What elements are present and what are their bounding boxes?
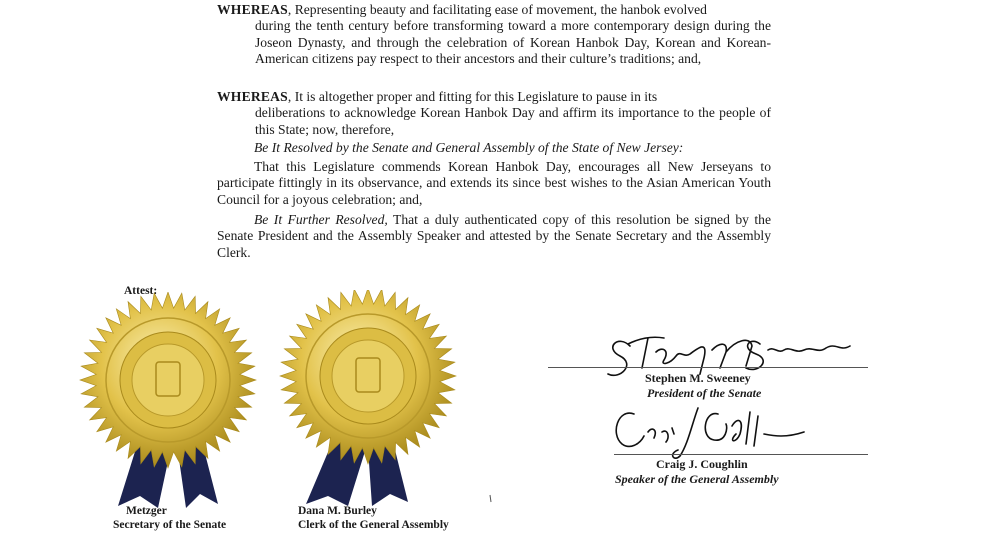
resolved-heading	[217, 140, 771, 156]
resolved-heading-text: Be It Resolved by the Senate and General Assembly of the State of New Jersey:	[254, 140, 684, 155]
further-resolved-italic: Be It Further Resolved,	[254, 212, 388, 227]
speaker-signature-line	[614, 454, 868, 455]
president-name: Stephen M. Sweeney	[645, 371, 751, 385]
secretary-name: Metzger	[126, 505, 167, 517]
whereas-keyword: WHEREAS	[217, 2, 288, 17]
paper-speck	[488, 494, 494, 504]
speaker-title: Speaker of the General Assembly	[615, 472, 779, 486]
president-title: President of the Senate	[647, 386, 762, 400]
secretary-title: Secretary of the Senate	[113, 519, 227, 531]
further-resolved-text: That a duly authenticated copy of this resolution be signed by the Senate President and the Assembly Speaker and attested by the Senate Secretary and the Assembly Clerk.	[217, 212, 771, 260]
whereas-paragraph-1	[217, 2, 771, 68]
whereas-lead: , Representing beauty and facilitating ease of movement, the hanbok evolved	[287, 2, 707, 17]
whereas-body: deliberations to acknowledge Korean Hanbok Day and affirm its importance to the people of this State; now, therefore,	[255, 105, 771, 137]
seal-center	[332, 340, 404, 412]
clerk-name: Dana M. Burley	[298, 505, 377, 517]
whereas-paragraph-2	[217, 89, 771, 138]
whereas-body: during the tenth century before transforming toward a more contemporary design during the Joseon Dynasty, and through the celebration of Korean Hanbok Day, Korean and Korean-American citizens pay respect to their ancestors and their culture’s traditions; and,	[255, 18, 771, 67]
further-resolved-paragraph	[217, 212, 771, 261]
clerk-title: Clerk of the General Assembly	[298, 519, 449, 531]
state-seal-left	[78, 292, 268, 512]
speaker-name: Craig J. Coughlin	[656, 457, 748, 471]
speaker-signature	[608, 404, 838, 464]
attest-label: Attest:	[124, 285, 158, 297]
commends-paragraph: That this Legislature commends Korean Hanbok Day, encourages all New Jerseyans to participate fittingly in its observance, and extends its since best wishes to the Asian American Youth Council for a joyous celebration; and,	[217, 159, 771, 207]
whereas-keyword: WHEREAS	[217, 89, 288, 104]
president-signature-line	[548, 367, 868, 368]
whereas-lead: , It is altogether proper and fitting for this Legislature to pause in its	[287, 89, 658, 104]
assembly-seal-right	[276, 290, 466, 510]
seal-center	[132, 344, 204, 416]
